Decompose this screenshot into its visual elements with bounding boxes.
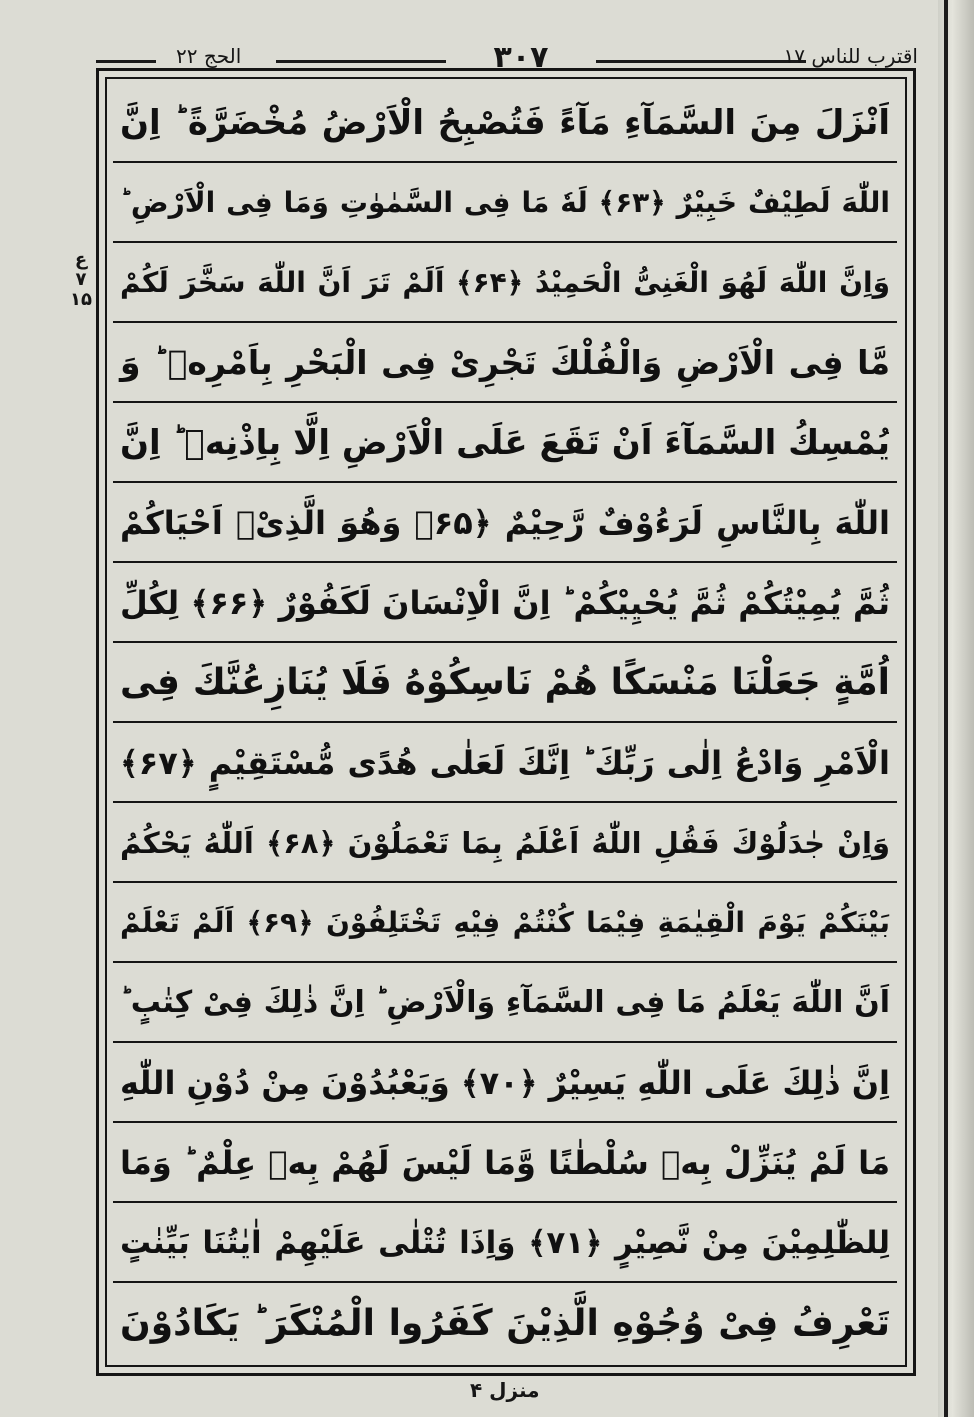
ruku-marker-ain: ع <box>74 249 88 270</box>
ruku-margin-marker <box>70 250 92 310</box>
text-line: اَنَّ اللّٰهَ يَعْلَمُ مَا فِى السَّمَآءِ وَالْاَرْضِ ؕ اِنَّ ذٰلِكَ فِىْ كِتٰبٍ ؕ <box>113 965 897 1043</box>
text-line: الْاَمْرِ وَادْعُ اِلٰى رَبِّكَ ؕ اِنَّكَ لَعَلٰى هُدًى مُّسْتَقِيْمٍ ﴿۶۷﴾ <box>113 725 897 803</box>
text-line: ثُمَّ يُمِيْتُكُمْ ثُمَّ يُحْيِيْكُمْ ؕ اِنَّ الْاِنْسَانَ لَكَفُوْرٌ ﴿۶۶﴾ لِكُلِّ <box>113 565 897 643</box>
text-line: يُمْسِكُ السَّمَآءَ اَنْ تَقَعَ عَلَى الْاَرْضِ اِلَّا بِاِذْنِهٖ ؕ اِنَّ <box>113 405 897 483</box>
surah-name-header: الحج ۲۲ <box>176 44 242 68</box>
spine-edge-line <box>944 0 948 1417</box>
manzil-footer: منزل ۴ <box>470 1378 540 1402</box>
text-line: وَاِنْ جٰدَلُوْكَ فَقُلِ اللّٰهُ اَعْلَمُ بِمَا تَعْمَلُوْنَ ﴿۶۸﴾ اَللّٰهُ يَحْكُمُ <box>113 805 897 883</box>
text-frame <box>96 68 916 1376</box>
text-line: اللّٰهَ بِالنَّاسِ لَرَءُوْفٌ رَّحِيْمٌ ﴿۶۵﴾ وَهُوَ الَّذِىْۤ اَحْيَاكُمْ <box>113 485 897 563</box>
juz-name-header: اقترب للناس ۱۷ <box>783 44 918 68</box>
ruku-marker-count: ۱۵ <box>70 289 92 310</box>
page-number: ۳۰۷ <box>456 40 586 75</box>
ruku-marker-number: ۷ <box>75 269 87 290</box>
text-line: اللّٰهَ لَطِيْفٌ خَبِيْرٌ ﴿۶۳﴾ لَهٗ مَا فِى السَّمٰوٰتِ وَمَا فِى الْاَرْضِ ؕ <box>113 165 897 243</box>
text-line: لِلظّٰلِمِيْنَ مِنْ نَّصِيْرٍ ﴿۷۱﴾ وَاِذَا تُتْلٰى عَلَيْهِمْ اٰيٰتُنَا بَيِّنٰتٍ <box>113 1205 897 1283</box>
text-line: مَا لَمْ يُنَزِّلْ بِهٖ سُلْطٰنًا وَّمَا لَيْسَ لَهُمْ بِهٖ عِلْمٌ ؕ وَمَا <box>113 1125 897 1203</box>
text-line: اَنْزَلَ مِنَ السَّمَآءِ مَآءً فَتُصْبِحُ الْاَرْضُ مُخْضَرَّةً ؕ اِنَّ <box>113 85 897 163</box>
header-rule-mid-right <box>596 60 806 63</box>
text-line: مَّا فِى الْاَرْضِ وَالْفُلْكَ تَجْرِىْ فِى الْبَحْرِ بِاَمْرِهٖ ؕ وَ <box>113 325 897 403</box>
header-rule-mid-left <box>276 60 446 63</box>
text-line: بَيْنَكُمْ يَوْمَ الْقِيٰمَةِ فِيْمَا كُنْتُمْ فِيْهِ تَخْتَلِفُوْنَ ﴿۶۹﴾ اَلَمْ تَعْلَمْ <box>113 885 897 963</box>
text-line: اُمَّةٍ جَعَلْنَا مَنْسَكًا هُمْ نَاسِكُوْهُ فَلَا يُنَازِعُنَّكَ فِى <box>113 645 897 723</box>
text-lines <box>113 85 897 1363</box>
text-line: وَاِنَّ اللّٰهَ لَهُوَ الْغَنِىُّ الْحَمِيْدُ ﴿۶۴﴾ اَلَمْ تَرَ اَنَّ اللّٰهَ سَخَّرَ لَكُمْ <box>113 245 897 323</box>
text-line: تَعْرِفُ فِىْ وُجُوْهِ الَّذِيْنَ كَفَرُوا الْمُنْكَرَ ؕ يَكَادُوْنَ <box>120 1303 890 1344</box>
text-line: اِنَّ ذٰلِكَ عَلَى اللّٰهِ يَسِيْرٌ ﴿۷۰﴾ وَيَعْبُدُوْنَ مِنْ دُوْنِ اللّٰهِ <box>113 1045 897 1123</box>
header-rule-left <box>96 60 156 63</box>
